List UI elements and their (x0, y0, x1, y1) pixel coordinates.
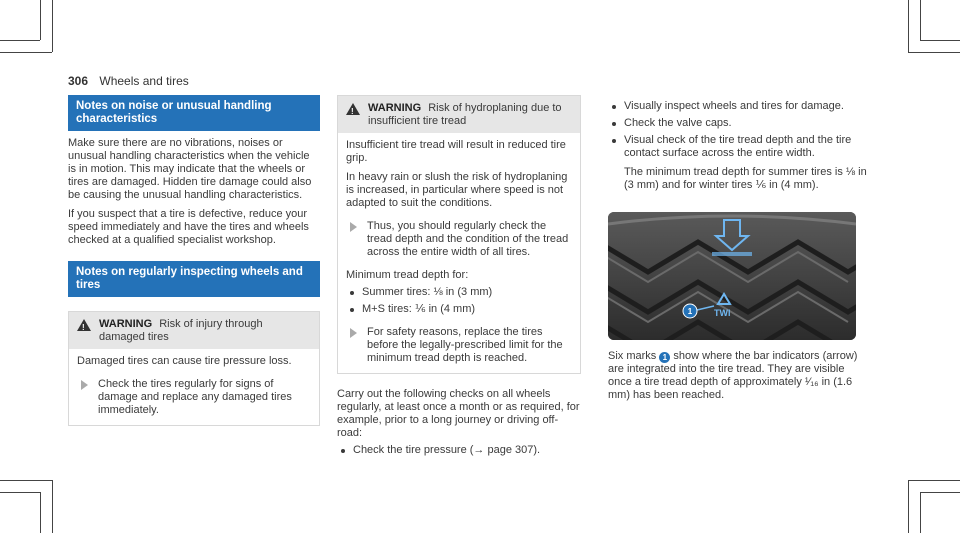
crop-mark (52, 480, 53, 533)
min-depth-label: Minimum tread depth for: (346, 269, 469, 281)
warning-title-wrap (99, 318, 311, 344)
crop-mark (0, 492, 40, 493)
action-step (346, 326, 572, 365)
noise-paragraph-2: If you suspect that a tire is defective, reduce your speed immediately and have the tires and wheels checked at a qualified specialist workshop. (68, 208, 309, 246)
warning-body (69, 349, 319, 425)
twi-label: TWI (714, 308, 731, 318)
column-1 (68, 95, 320, 426)
action-step (77, 378, 311, 417)
crop-mark (0, 52, 52, 53)
column-3 (608, 100, 868, 402)
marker-number: 1 (687, 307, 693, 316)
warning-body (338, 133, 580, 373)
page-header (68, 74, 189, 88)
tire-tread-illustration (608, 212, 856, 340)
warning-title: Risk of injury through damaged tires (99, 318, 263, 343)
image-caption (608, 350, 868, 402)
caption-end: show where the bar indicators (arrow) are integrated into the tire tread. They are visible once a tire tread depth of approximately ¹⁄₁₆ in (1.6 mm) has been reached. (608, 350, 858, 401)
crop-mark (920, 492, 921, 533)
crop-mark (920, 0, 921, 40)
action-text: For safety reasons, replace the tires before the legally-prescribed limit for the minimum tread depth is reached. (367, 326, 563, 364)
warning-text-2: In heavy rain or slush the risk of hydroplaning is increased, in particular where speed is not adapted to suit the conditions. (346, 171, 568, 209)
check-list (608, 100, 868, 160)
crop-mark (908, 52, 960, 53)
warning-icon (346, 103, 360, 115)
action-arrow-icon (350, 328, 357, 338)
min-depth-list (346, 286, 572, 316)
section-heading-inspection: Notes on regularly inspecting wheels and tires (68, 261, 320, 297)
list-item: Visually inspect wheels and tires for damage. (608, 100, 868, 113)
action-arrow-icon (350, 222, 357, 232)
noise-paragraph-1: Make sure there are no vibrations, noises or unusual handling characteristics when the vehicle is in motion. This may indicate that the wheels or tires are damaged. Hidden tire damage could also be causing the unusual handling characteristics. (68, 137, 312, 201)
warning-header (69, 312, 319, 349)
tire-tread-image (608, 212, 856, 340)
warning-label: WARNING (368, 102, 422, 114)
check-list (337, 444, 581, 457)
crop-mark (920, 40, 960, 41)
warning-box-hydroplaning (337, 95, 581, 374)
action-text: Thus, you should regularly check the tread depth and the condition of the tread across the entire width of all tires. (367, 220, 569, 258)
caption-start: Six marks (608, 350, 657, 362)
warning-title-wrap (368, 102, 572, 128)
warning-text-1: Insufficient tire tread will result in reduced tire grip. (346, 139, 566, 164)
crop-mark (908, 0, 909, 52)
list-item: M+S tires: ⅙ in (4 mm) (346, 303, 572, 316)
action-step (346, 220, 572, 259)
crop-mark (52, 0, 53, 52)
column-2 (337, 95, 581, 457)
warning-box-injury (68, 311, 320, 426)
section-heading-noise: Notes on noise or unusual handling characteristics (68, 95, 320, 131)
min-depth-note: The minimum tread depth for summer tires is ⅛ in (3 mm) and for winter tires ⅙ in (4 mm). (624, 166, 867, 191)
page-number: 306 (68, 74, 89, 88)
warning-text: Damaged tires can cause tire pressure loss. (77, 355, 292, 367)
action-arrow-icon (81, 380, 88, 390)
warning-label: WARNING (99, 318, 153, 330)
carry-out-paragraph: Carry out the following checks on all wheels regularly, at least once a month or as required, for example, prior to a long journey or driving off-road: (337, 388, 580, 439)
crop-mark (40, 0, 41, 40)
list-item: Check the tire pressure (→ page 307). (337, 444, 581, 457)
page-title: Wheels and tires (99, 74, 189, 88)
warning-icon (77, 319, 91, 331)
crop-mark (0, 40, 40, 41)
marker-1-icon: 1 (659, 352, 670, 363)
list-item: Summer tires: ⅛ in (3 mm) (346, 286, 572, 299)
crop-mark (908, 480, 960, 481)
crop-mark (920, 492, 960, 493)
crop-mark (40, 492, 41, 533)
list-item: Visual check of the tire tread depth and the tire contact surface across the entire width. (608, 134, 868, 160)
action-text: Check the tires regularly for signs of damage and replace any damaged tires immediately. (98, 378, 292, 416)
crop-mark (0, 480, 52, 481)
crop-mark (908, 480, 909, 533)
warning-title: Risk of hydroplaning due to insufficient tire tread (368, 102, 562, 127)
list-item: Check the valve caps. (608, 117, 868, 130)
warning-header (338, 96, 580, 133)
